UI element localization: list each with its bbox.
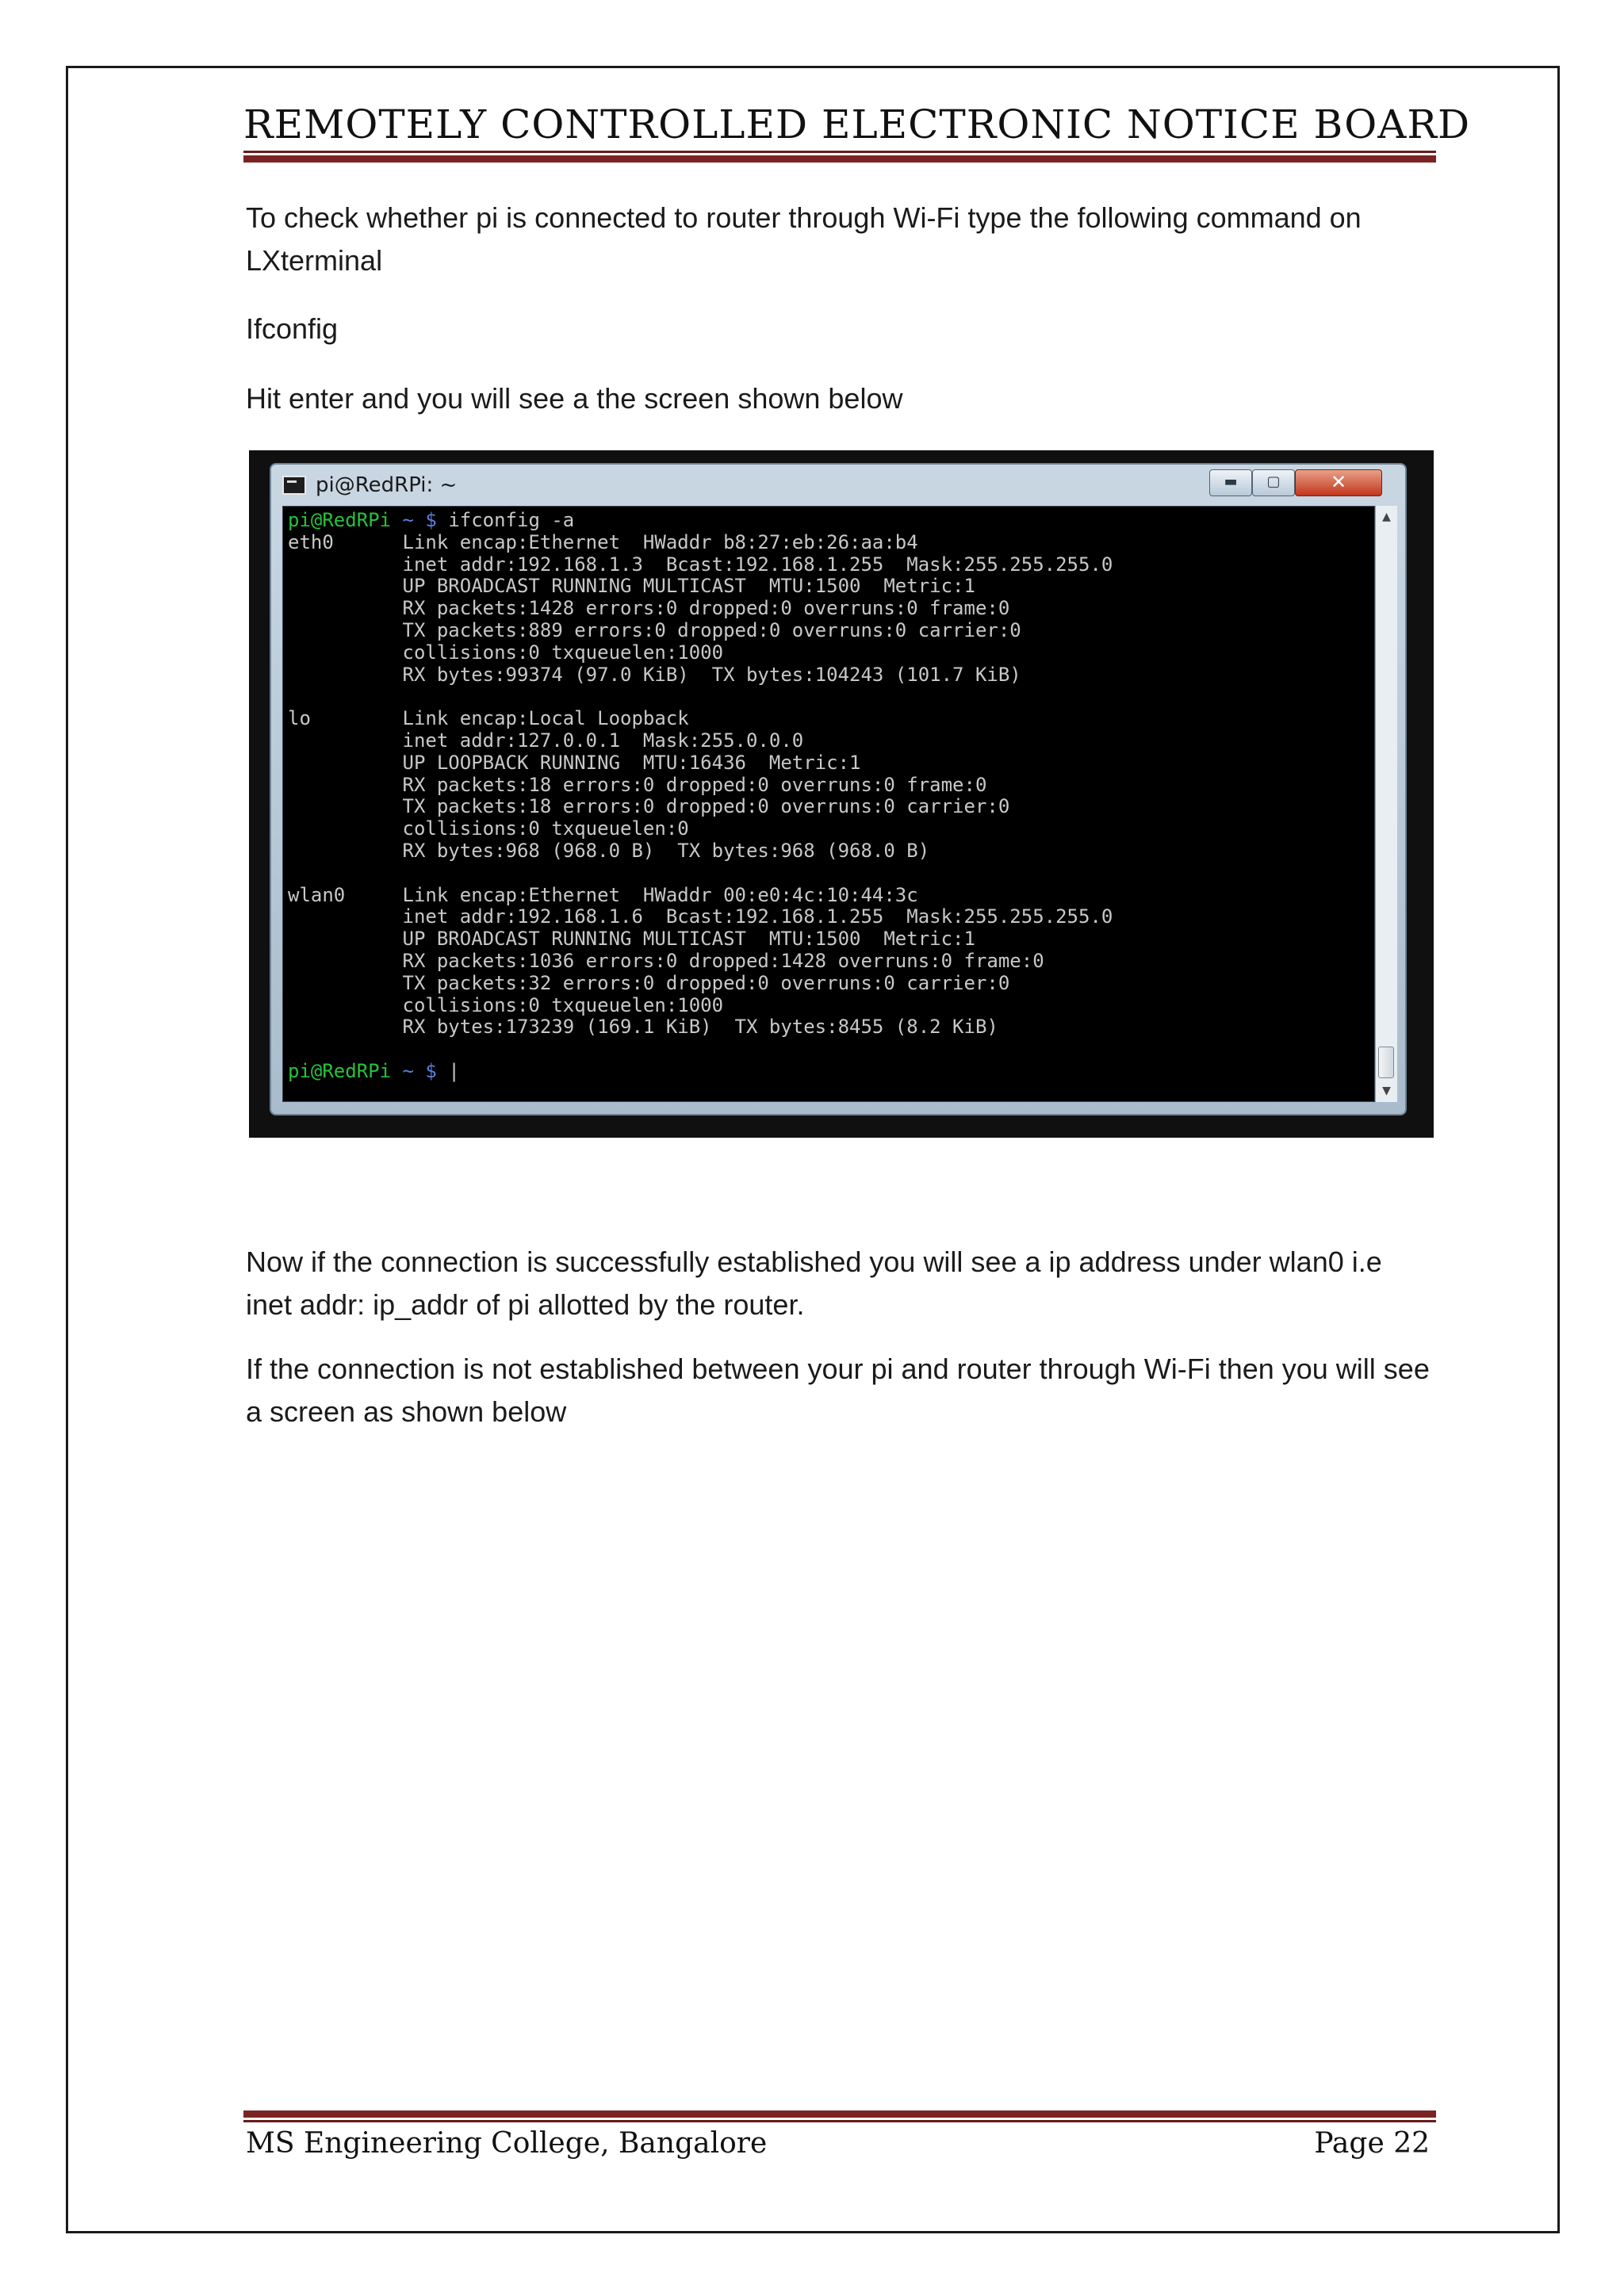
terminal-line: UP LOOPBACK RUNNING MTU:16436 Metric:1 xyxy=(402,751,861,774)
maximize-button[interactable]: ▢ xyxy=(1252,469,1295,496)
terminal-line: RX bytes:99374 (97.0 KiB) TX bytes:104243 (101.7 KiB) xyxy=(402,663,1021,686)
terminal-line: RX packets:1428 errors:0 dropped:0 overruns:0 frame:0 xyxy=(402,597,1010,620)
paragraph-check-connection: To check whether pi is connected to router through Wi-Fi type the following command on LXterminal xyxy=(246,201,1362,277)
terminal-prompt-path-final: ~ $ xyxy=(402,1059,437,1082)
terminal-window xyxy=(270,463,1407,1115)
terminal-scrollbar[interactable] xyxy=(1375,506,1397,1102)
terminal-line: collisions:0 txqueuelen:1000 xyxy=(402,993,724,1016)
terminal-output xyxy=(288,510,1113,1083)
terminal-window-title: pi@RedRPi: ~ xyxy=(316,473,458,497)
footer-page-number: Page 22 xyxy=(1314,2127,1430,2160)
terminal-line: TX packets:18 errors:0 dropped:0 overruns:0 carrier:0 xyxy=(402,795,1010,818)
footer-rule-thin xyxy=(243,2120,1436,2122)
terminal-command: ifconfig -a xyxy=(448,509,575,531)
close-button[interactable]: ✕ xyxy=(1295,469,1382,496)
paragraph-hit-enter: Hit enter and you will see a the screen shown below xyxy=(246,382,903,415)
terminal-line: lo Link encap:Local Loopback xyxy=(288,707,689,730)
page-header-title: REMOTELY CONTROLLED ELECTRONIC NOTICE BOARD xyxy=(243,101,1471,147)
terminal-line: RX bytes:173239 (169.1 KiB) TX bytes:8455 (8.2 KiB) xyxy=(402,1016,998,1039)
terminal-prompt-user: pi@RedRPi xyxy=(288,509,392,531)
scrollbar-thumb[interactable] xyxy=(1378,1047,1394,1078)
terminal-line: collisions:0 txqueuelen:1000 xyxy=(402,641,724,664)
terminal-screenshot xyxy=(249,450,1434,1138)
terminal-titlebar xyxy=(271,465,1405,506)
paragraph-connection-failed: If the connection is not established between your pi and router through Wi-Fi then you will see a screen as shown below xyxy=(246,1353,1430,1428)
paragraph-command: Ifconfig xyxy=(246,312,339,345)
scroll-down-arrow-icon[interactable]: ▼ xyxy=(1382,1085,1391,1097)
footer-college-name: MS Engineering College, Bangalore xyxy=(246,2127,768,2160)
terminal-line: RX packets:18 errors:0 dropped:0 overruns:0 frame:0 xyxy=(402,773,987,796)
terminal-output-lines xyxy=(288,531,1113,1039)
terminal-line: TX packets:32 errors:0 dropped:0 overruns:0 carrier:0 xyxy=(402,971,1010,994)
header-rule-thin xyxy=(243,151,1436,153)
terminal-line: UP BROADCAST RUNNING MULTICAST MTU:1500 Metric:1 xyxy=(402,928,975,951)
terminal-line: inet addr:127.0.0.1 Mask:255.0.0.0 xyxy=(402,729,804,752)
terminal-line: TX packets:889 errors:0 dropped:0 overruns:0 carrier:0 xyxy=(402,618,1021,641)
terminal-content[interactable] xyxy=(282,506,1375,1102)
terminal-line: RX packets:1036 errors:0 dropped:1428 overruns:0 frame:0 xyxy=(402,949,1044,972)
terminal-cursor: | xyxy=(448,1059,460,1082)
terminal-app-icon xyxy=(282,476,306,495)
paragraph-connection-established: Now if the connection is successfully established you will see a ip address under wlan0 i.e inet addr: ip_addr of pi allotted by the router. xyxy=(246,1246,1382,1321)
footer-rule-thick xyxy=(243,2110,1436,2118)
terminal-prompt-user-final: pi@RedRPi xyxy=(288,1059,392,1082)
terminal-prompt-path: ~ $ xyxy=(402,509,437,531)
scroll-up-arrow-icon[interactable]: ▲ xyxy=(1382,511,1391,523)
terminal-line: collisions:0 txqueuelen:0 xyxy=(402,817,689,840)
terminal-line: inet addr:192.168.1.3 Bcast:192.168.1.255 Mask:255.255.255.0 xyxy=(402,553,1113,576)
terminal-line: RX bytes:968 (968.0 B) TX bytes:968 (968.0 B) xyxy=(402,839,930,862)
terminal-line: wlan0 Link encap:Ethernet HWaddr 00:e0:4c:10:44:3c xyxy=(288,883,918,906)
terminal-line: eth0 Link encap:Ethernet HWaddr b8:27:eb:26:aa:b4 xyxy=(288,530,918,553)
terminal-line: UP BROADCAST RUNNING MULTICAST MTU:1500 Metric:1 xyxy=(402,575,975,598)
minimize-button[interactable]: ▬ xyxy=(1209,469,1252,496)
terminal-line: inet addr:192.168.1.6 Bcast:192.168.1.255 Mask:255.255.255.0 xyxy=(402,905,1113,928)
header-rule-thick xyxy=(243,155,1436,163)
